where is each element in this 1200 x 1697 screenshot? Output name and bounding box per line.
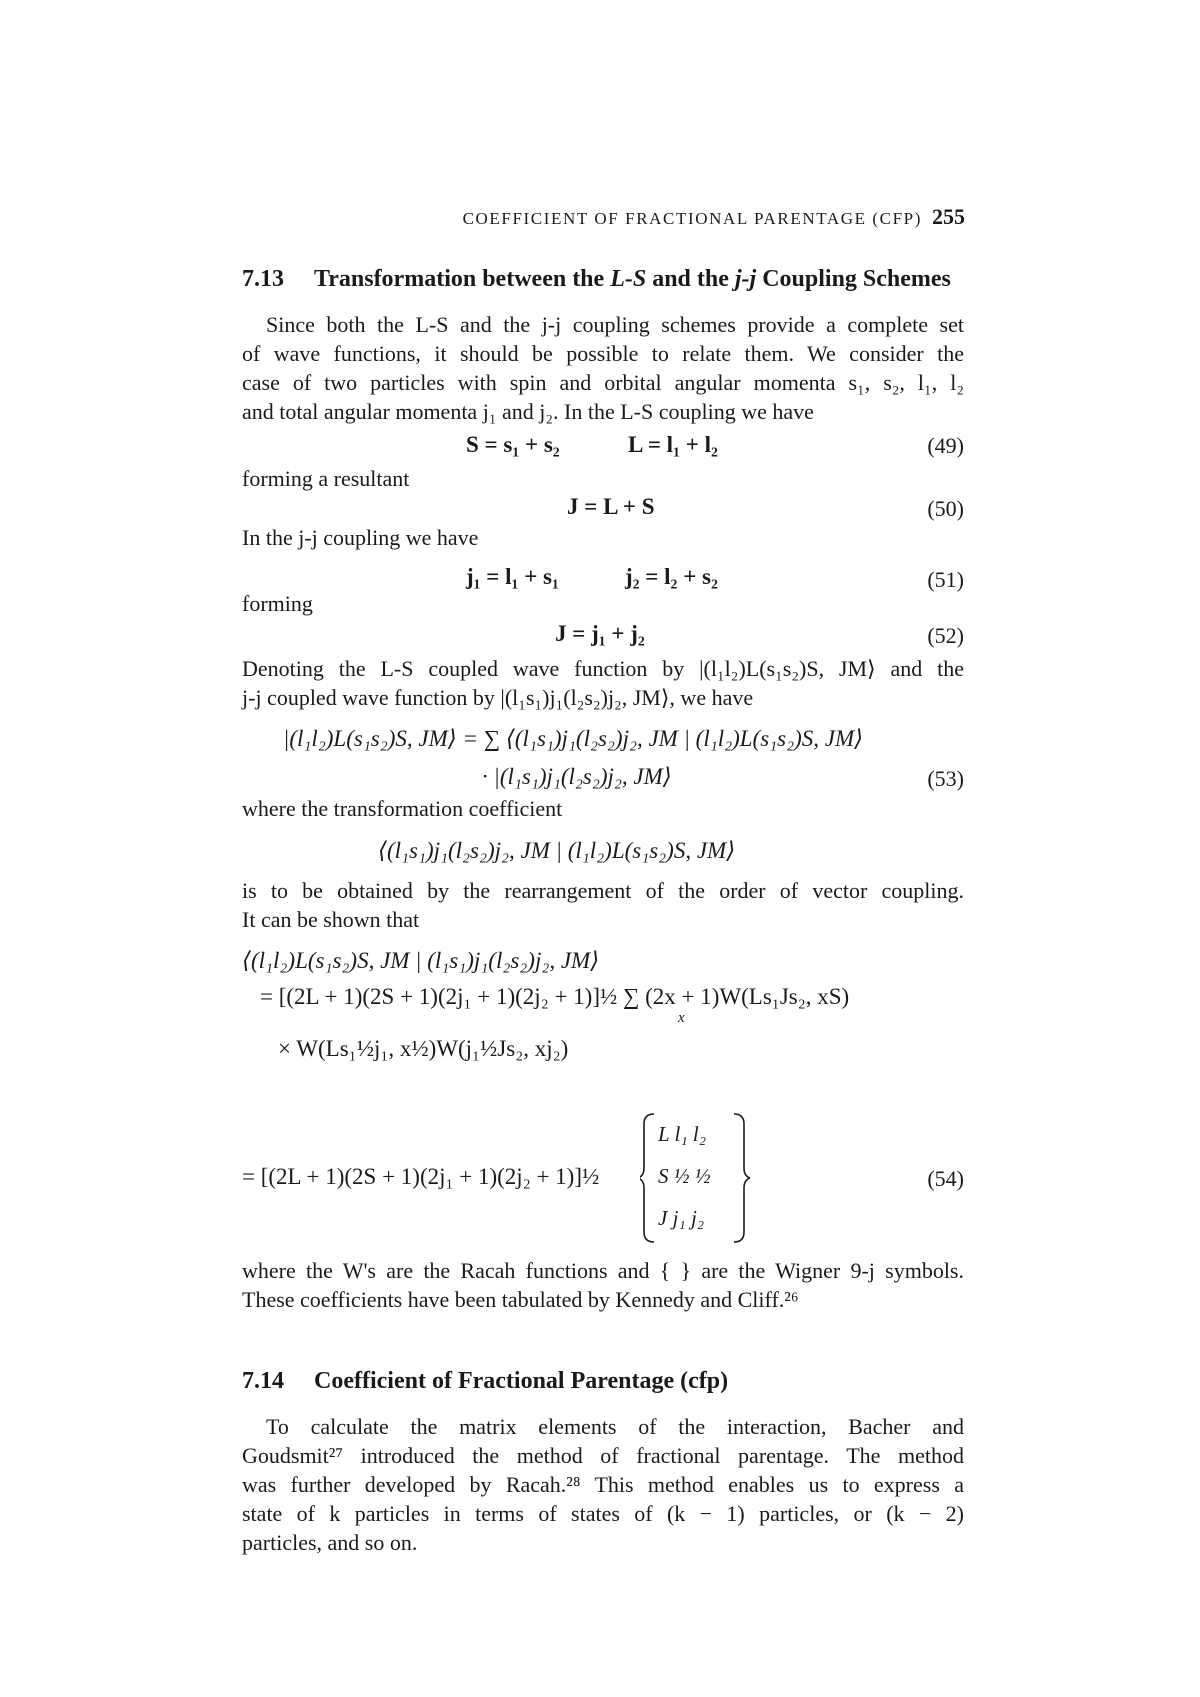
- text-line: Goudsmit²⁷ introduced the method of fractional parentage. The method: [242, 1443, 964, 1468]
- equation-53-line2: · |(l₁s₁)j₁(l₂s₂)j₂, JM⟩: [482, 764, 672, 789]
- equation-54-line1: ⟨(l₁l₂)L(s₁s₂)S, JM | (l₁s₁)j₁(l₂s₂)j₂, JM⟩: [242, 948, 600, 973]
- section-number: 7.14: [242, 1368, 284, 1394]
- text-line: particles, and so on.: [242, 1530, 418, 1555]
- wigner-9j-symbol: [640, 1110, 750, 1246]
- text-line: To calculate the matrix elements of the interaction, Bacher and: [266, 1414, 964, 1439]
- equation-number-52: (52): [927, 623, 964, 648]
- equation-54-line2: = [(2L + 1)(2S + 1)(2j₁ + 1)(2j₂ + 1)]½ ∑ (2x + 1)W(Ls₁Js₂, xS): [260, 984, 850, 1009]
- equation-52: J = j₁ + j₂: [555, 621, 645, 646]
- text-line: of wave functions, it should be possible to relate them. We consider the: [242, 341, 964, 366]
- section-title-part: Coupling Schemes: [756, 266, 951, 292]
- text-line: and total angular momenta j₁ and j₂. In the L-S coupling we have: [242, 399, 814, 424]
- section-heading-7-14: [242, 1368, 728, 1395]
- matrix-row-3: J j₁ j₂: [658, 1206, 705, 1230]
- equation-51b: j₂ = l₂ + s₂: [625, 564, 718, 589]
- section-title-part: L-S: [610, 266, 647, 292]
- text-resultant: forming a resultant: [242, 466, 410, 491]
- text-line: was further developed by Racah.²⁸ This method enables us to express a: [242, 1472, 964, 1497]
- matrix-row-2: S ½ ½: [658, 1164, 711, 1188]
- cfp-paragraph: [242, 1412, 964, 1557]
- intro-paragraph: [242, 310, 964, 426]
- text-line: These coefficients have been tabulated by Kennedy and Cliff.²⁶: [242, 1287, 799, 1312]
- text-line: where the W's are the Racah functions and { } are the Wigner 9-j symbols.: [242, 1258, 964, 1283]
- equation-49a: S = s₁ + s₂: [466, 432, 560, 457]
- text-line: case of two particles with spin and orbital angular momenta s₁, s₂, l₁, l₂: [242, 370, 964, 395]
- sum-index: x: [678, 1010, 685, 1026]
- page-number: 255: [932, 204, 965, 229]
- racah-paragraph: [242, 1256, 964, 1314]
- text-line: j-j coupled wave function by |(l₁s₁)j₁(l₂s₂)j₂, JM⟩, we have: [242, 685, 754, 710]
- text-jj-coupling: In the j-j coupling we have: [242, 525, 479, 550]
- equation-51a: j₁ = l₁ + s₁: [466, 564, 559, 589]
- text-line: state of k particles in terms of states of (k − 1) particles, or (k − 2): [242, 1501, 964, 1526]
- equation-54-line4: = [(2L + 1)(2S + 1)(2j₁ + 1)(2j₂ + 1)]½: [242, 1164, 600, 1189]
- text-where: where the transformation coefficient: [242, 796, 563, 821]
- running-title: COEFFICIENT OF FRACTIONAL PARENTAGE (CFP): [462, 209, 922, 228]
- equation-number-53: (53): [927, 766, 964, 791]
- equation-49b: L = l₁ + l₂: [628, 432, 718, 457]
- denoting-paragraph: [242, 654, 964, 712]
- section-title-part: Transformation between the: [314, 266, 611, 292]
- equation-54-line3: × W(Ls₁½j₁, x½)W(j₁½Js₂, xj₂): [278, 1036, 569, 1061]
- matrix-row-1: L l₁ l₂: [658, 1122, 707, 1146]
- equation-number-54: (54): [927, 1166, 964, 1191]
- equation-number-49: (49): [927, 433, 964, 458]
- section-title: Coefficient of Fractional Parentage (cfp): [314, 1368, 729, 1394]
- text-line: Denoting the L-S coupled wave function by |(l₁l₂)L(s₁s₂)S, JM⟩ and the: [242, 656, 964, 681]
- text-line: Since both the L-S and the j-j coupling schemes provide a complete set: [266, 312, 964, 337]
- equation-number-51: (51): [927, 567, 964, 592]
- section-title-part: j-j: [734, 266, 757, 292]
- obtain-paragraph: [242, 876, 964, 934]
- transformation-coefficient: ⟨(l₁s₁)j₁(l₂s₂)j₂, JM | (l₁l₂)L(s₁s₂)S, JM⟩: [378, 838, 736, 863]
- section-heading-7-13: [242, 266, 951, 293]
- running-header: [460, 204, 965, 230]
- section-title-part: and the: [646, 266, 735, 292]
- equation-53-line1: |(l₁l₂)L(s₁s₂)S, JM⟩ = ∑ ⟨(l₁s₁)j₁(l₂s₂)j₂, JM | (l₁l₂)L(s₁s₂)S, JM⟩: [283, 726, 864, 751]
- text-forming: forming: [242, 591, 313, 616]
- section-number: 7.13: [242, 266, 284, 292]
- equation-50: J = L + S: [567, 494, 655, 519]
- text-line: is to be obtained by the rearrangement of the order of vector coupling.: [242, 878, 964, 903]
- equation-number-50: (50): [927, 496, 964, 521]
- text-line: It can be shown that: [242, 907, 420, 932]
